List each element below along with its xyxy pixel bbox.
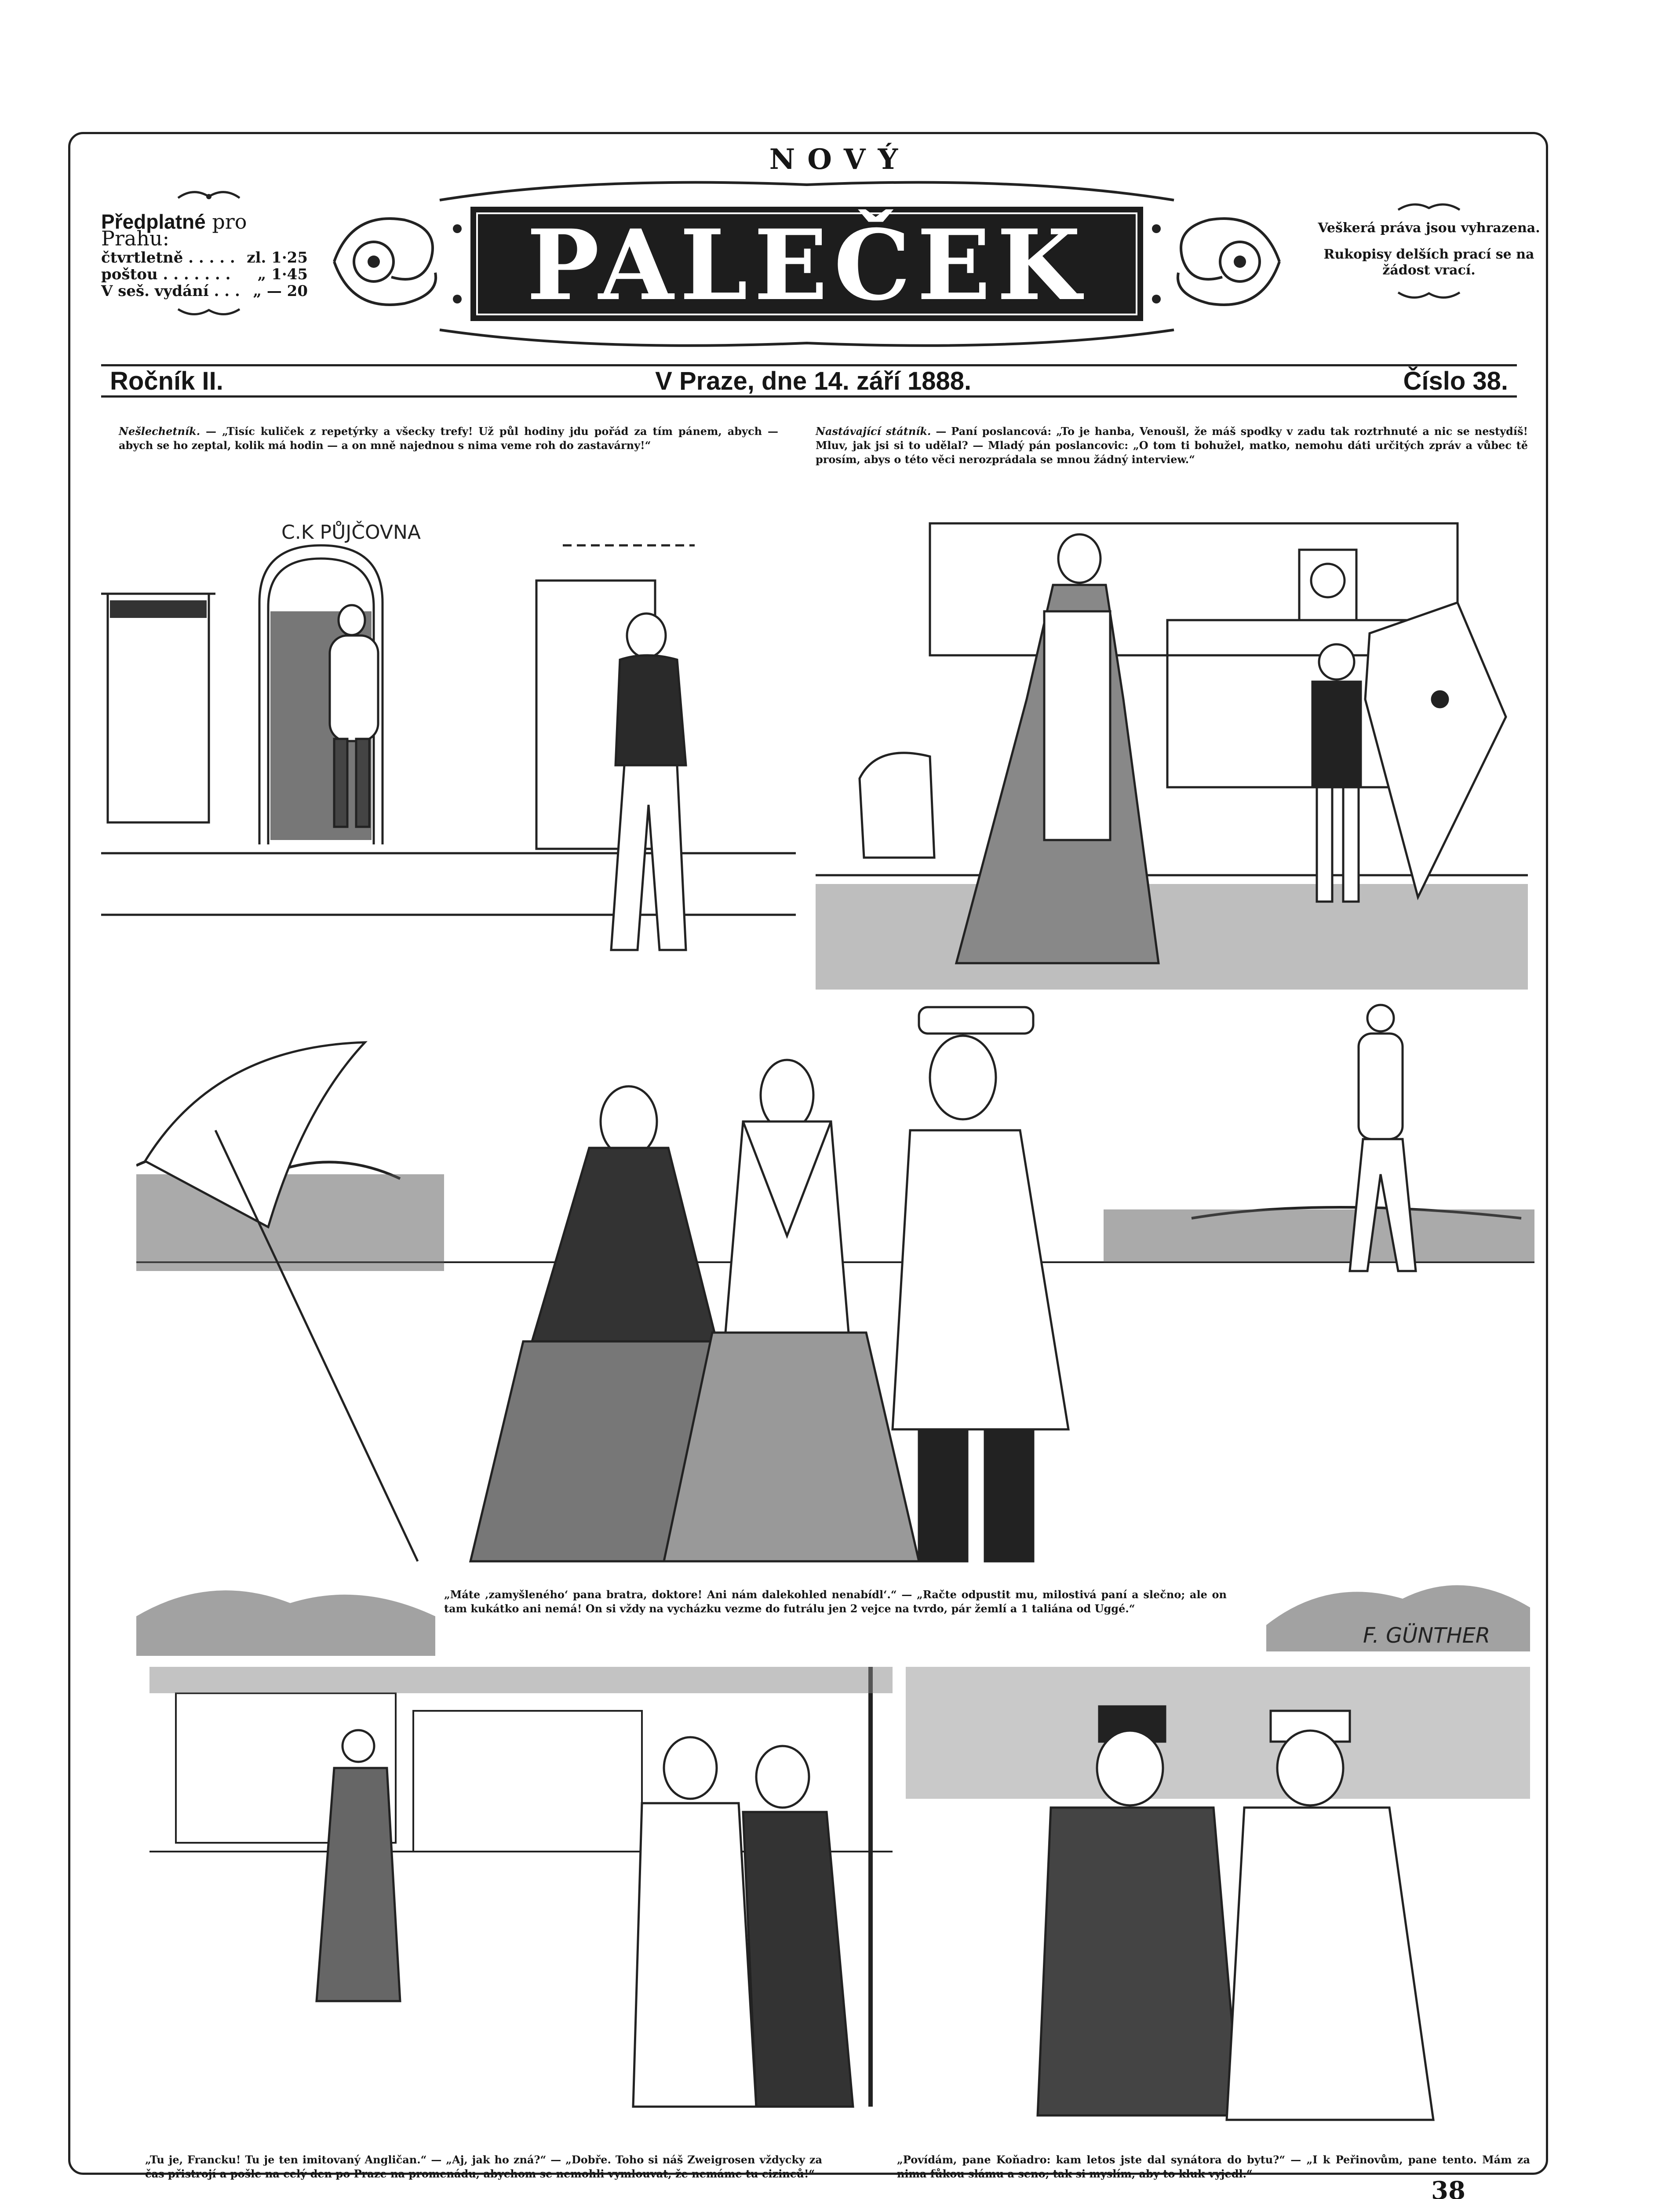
- figure-mother: [956, 534, 1159, 963]
- ornament-icon: [176, 187, 242, 205]
- figure-imitation-englishman: [317, 1730, 400, 2001]
- masthead-title: PALEČEK: [526, 208, 1087, 322]
- caption-bottom-left: „Tu je, Francku! Tu je ten imitovaný Angličan.“ — „Aj, jak ho zná?“ — „Dobře. Toho si náš Zweigrosen vždycky za čas přistrojí a pošle na celý den po Praze na promenádu, abychom se nemohli vymlouvat, že nemáme tu cizinců!“: [145, 2153, 822, 2180]
- issue-number: Číslo 38.: [1403, 366, 1508, 395]
- illustration-parlour: [816, 515, 1528, 1007]
- ornament-icon: [1396, 200, 1462, 213]
- masthead-logo: [325, 158, 1288, 365]
- figure-walking-man: [611, 614, 686, 950]
- nameplate-top-word: NOVÝ: [769, 143, 911, 176]
- illustration-pawnshop: [101, 519, 796, 1003]
- parasol-icon: [145, 1042, 418, 1561]
- illustration-street-englishman: [149, 1667, 893, 2129]
- volume-label: Ročník II.: [110, 366, 223, 395]
- subscription-row: poštou . . . . . . . „ 1·45: [101, 266, 308, 283]
- illustration-promenade: [136, 990, 1534, 1583]
- subscription-row: V seš. vydání . . . „ — 20: [101, 282, 308, 300]
- dateline: [101, 364, 1517, 398]
- page-number: 38: [1431, 2176, 1465, 2199]
- vignette-right: [1262, 1559, 1534, 1651]
- pawnshop-sign: C.K PŮJČOVNA: [281, 521, 421, 544]
- rights-text: Veškerá práva jsou vyhrazena.: [1318, 220, 1540, 236]
- caption-top-left: Nešlechetník. — „Tisíc kuliček z repetýrky a všecky trefy! Už půl hodiny jdu pořád za tím pánem, abych — abych se ho zeptal, kolik má hodin — a on mně najednou s nima veme roh do zastavárny!“: [119, 425, 778, 452]
- caption-top-right: Nastávající státník. — Paní poslancová: „To je hanba, Venoušl, že máš spodky v zadu tak roztrhnuté a nic se nestydíš! Mluv, jak jsi si to udělal? — Mladý pán poslancovic: „O tom ti bohužel, matko, nemohu dáti určitých zpráv a vůbec tě prosím, abys o této věci nerozprádala se mnou žádný interview.“: [816, 425, 1528, 466]
- vignette-left: [132, 1563, 440, 1656]
- subscription-heading: Předplatné pro Prahu:: [101, 210, 247, 250]
- caption-bottom-right: „Povídám, pane Koňadro: kam letos jste dal synátora do bytu?“ — „I k Peřinovům, pane tento. Mám za nima fůkou slámu a seno; tak si myslím, aby to kluk vyjedl.“: [897, 2153, 1530, 2180]
- rights-notice: [1315, 218, 1543, 302]
- figure-boy-with-kite: [1312, 603, 1506, 902]
- manuscripts-text: Rukopisy delších prací se na žádost vrací.: [1323, 247, 1534, 278]
- subscription-row: čtvrtletně . . . . . zl. 1·25: [101, 249, 308, 267]
- subscription-box: [101, 210, 321, 300]
- caption-middle: „Máte ‚zamyšleného‘ pana bratra, doktore! Ani nám dalekohled nenabídl‘.“ — „Račte odpustit mu, milostivá paní a slečno; ale on tam kukátko ani nemá! On si vždy na vycházku vezme do futrálu jen 2 vejce na tvrdo, pár žemlí a 1 taliána od Uggé.“: [444, 1588, 1227, 1615]
- artist-signature: F. GÜNTHER: [1363, 1623, 1490, 1648]
- figure-two-men-backs: [633, 1737, 853, 2107]
- figure-gentleman-boater: [893, 1007, 1068, 1561]
- ornament-icon: [176, 306, 242, 319]
- issue-date: V Praze, dne 14. září 1888.: [655, 366, 972, 395]
- ornament-icon: [1396, 289, 1462, 302]
- illustration-two-villagers: [906, 1667, 1530, 2129]
